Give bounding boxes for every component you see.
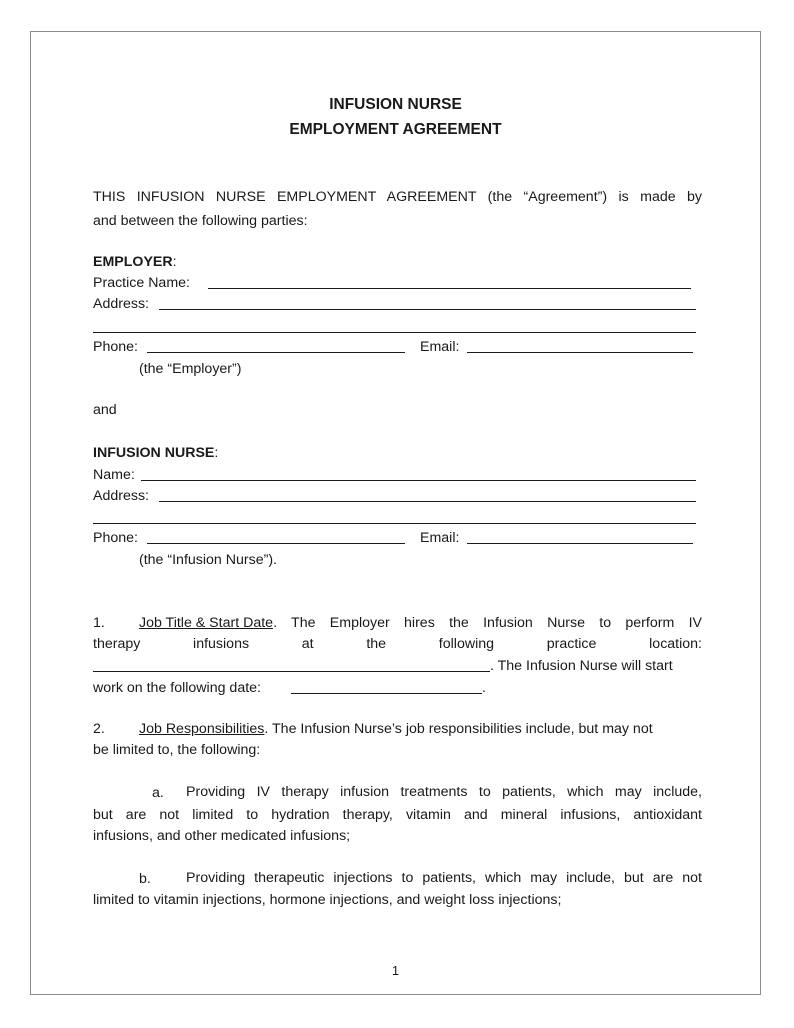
- page-number: 1: [391, 963, 400, 978]
- item-b-line1: Providing therapeutic injections to patients, which may include, but are not: [186, 870, 702, 886]
- section2-number: 2.: [93, 721, 105, 737]
- employer-phone-field[interactable]: [147, 352, 405, 353]
- section2-text: . The Infusion Nurse’s job responsibilities include, but may not: [264, 721, 653, 737]
- nurse-heading: [93, 444, 218, 462]
- section1-text-a: . The Employer hires the Infusion Nurse to perform IV: [273, 615, 702, 631]
- section1-location-field[interactable]: [93, 671, 490, 672]
- nurse-address-label: Address:: [93, 488, 149, 504]
- nurse-name-label: Name:: [93, 467, 135, 483]
- nurse-email-field[interactable]: [467, 543, 693, 544]
- nurse-address-field-2[interactable]: [93, 523, 696, 524]
- section1-number: 1.: [93, 615, 105, 631]
- section1-date-period: .: [482, 680, 486, 696]
- item-b-label: b.: [139, 871, 151, 887]
- nurse-phone-label: Phone:: [93, 530, 138, 546]
- section1-heading: Job Title & Start Date: [139, 615, 274, 631]
- employer-heading-colon: :: [172, 254, 177, 270]
- item-a-line2: but are not limited to hydration therapy, vitamin and mineral infusions, antioxidant: [93, 807, 702, 823]
- section2-line2: be limited to, the following:: [93, 742, 261, 758]
- section2-heading: Job Responsibilities: [139, 721, 265, 737]
- nurse-heading-colon: :: [214, 445, 219, 461]
- employer-address-field-2[interactable]: [93, 332, 696, 333]
- nurse-phone-field[interactable]: [147, 543, 405, 544]
- employer-email-field[interactable]: [467, 352, 693, 353]
- employer-practice-name-label: Practice Name:: [93, 275, 190, 291]
- employer-address-field[interactable]: [159, 309, 696, 310]
- section1-text-b: . The Infusion Nurse will start: [490, 658, 673, 674]
- nurse-heading-text: INFUSION NURSE: [93, 445, 215, 461]
- employer-address-label: Address:: [93, 296, 149, 312]
- intro-line1: THIS INFUSION NURSE EMPLOYMENT AGREEMENT (the “Agreement”) is made by: [93, 189, 702, 205]
- section1-first-line: [139, 614, 702, 632]
- section1-line2: therapy infusions at the following practice location:: [93, 636, 702, 652]
- employer-heading: [93, 253, 177, 271]
- document-title-line1: INFUSION NURSE: [329, 96, 462, 113]
- section1-date-label: work on the following date:: [93, 680, 261, 696]
- item-a-label: a.: [152, 785, 164, 801]
- section2-first-line: [139, 720, 653, 738]
- nurse-address-field[interactable]: [159, 501, 696, 502]
- employer-heading-text: EMPLOYER: [93, 254, 173, 270]
- nurse-name-field[interactable]: [141, 480, 696, 481]
- employer-designation: (the “Employer”): [139, 361, 242, 377]
- nurse-email-label: Email:: [420, 530, 460, 546]
- and-text: and: [93, 402, 117, 418]
- document-title-line2: EMPLOYMENT AGREEMENT: [289, 121, 502, 138]
- employer-phone-label: Phone:: [93, 339, 138, 355]
- intro-line2: and between the following parties:: [93, 213, 308, 229]
- nurse-designation: (the “Infusion Nurse”).: [139, 552, 277, 568]
- item-b-line2: limited to vitamin injections, hormone injections, and weight loss injections;: [93, 892, 562, 908]
- item-a-line3: infusions, and other medicated infusions;: [93, 828, 351, 844]
- section1-date-field[interactable]: [291, 693, 482, 694]
- employer-email-label: Email:: [420, 339, 460, 355]
- employer-practice-name-field[interactable]: [208, 288, 691, 289]
- document-page: [30, 31, 761, 995]
- item-a-line1: Providing IV therapy infusion treatments to patients, which may include,: [186, 784, 702, 800]
